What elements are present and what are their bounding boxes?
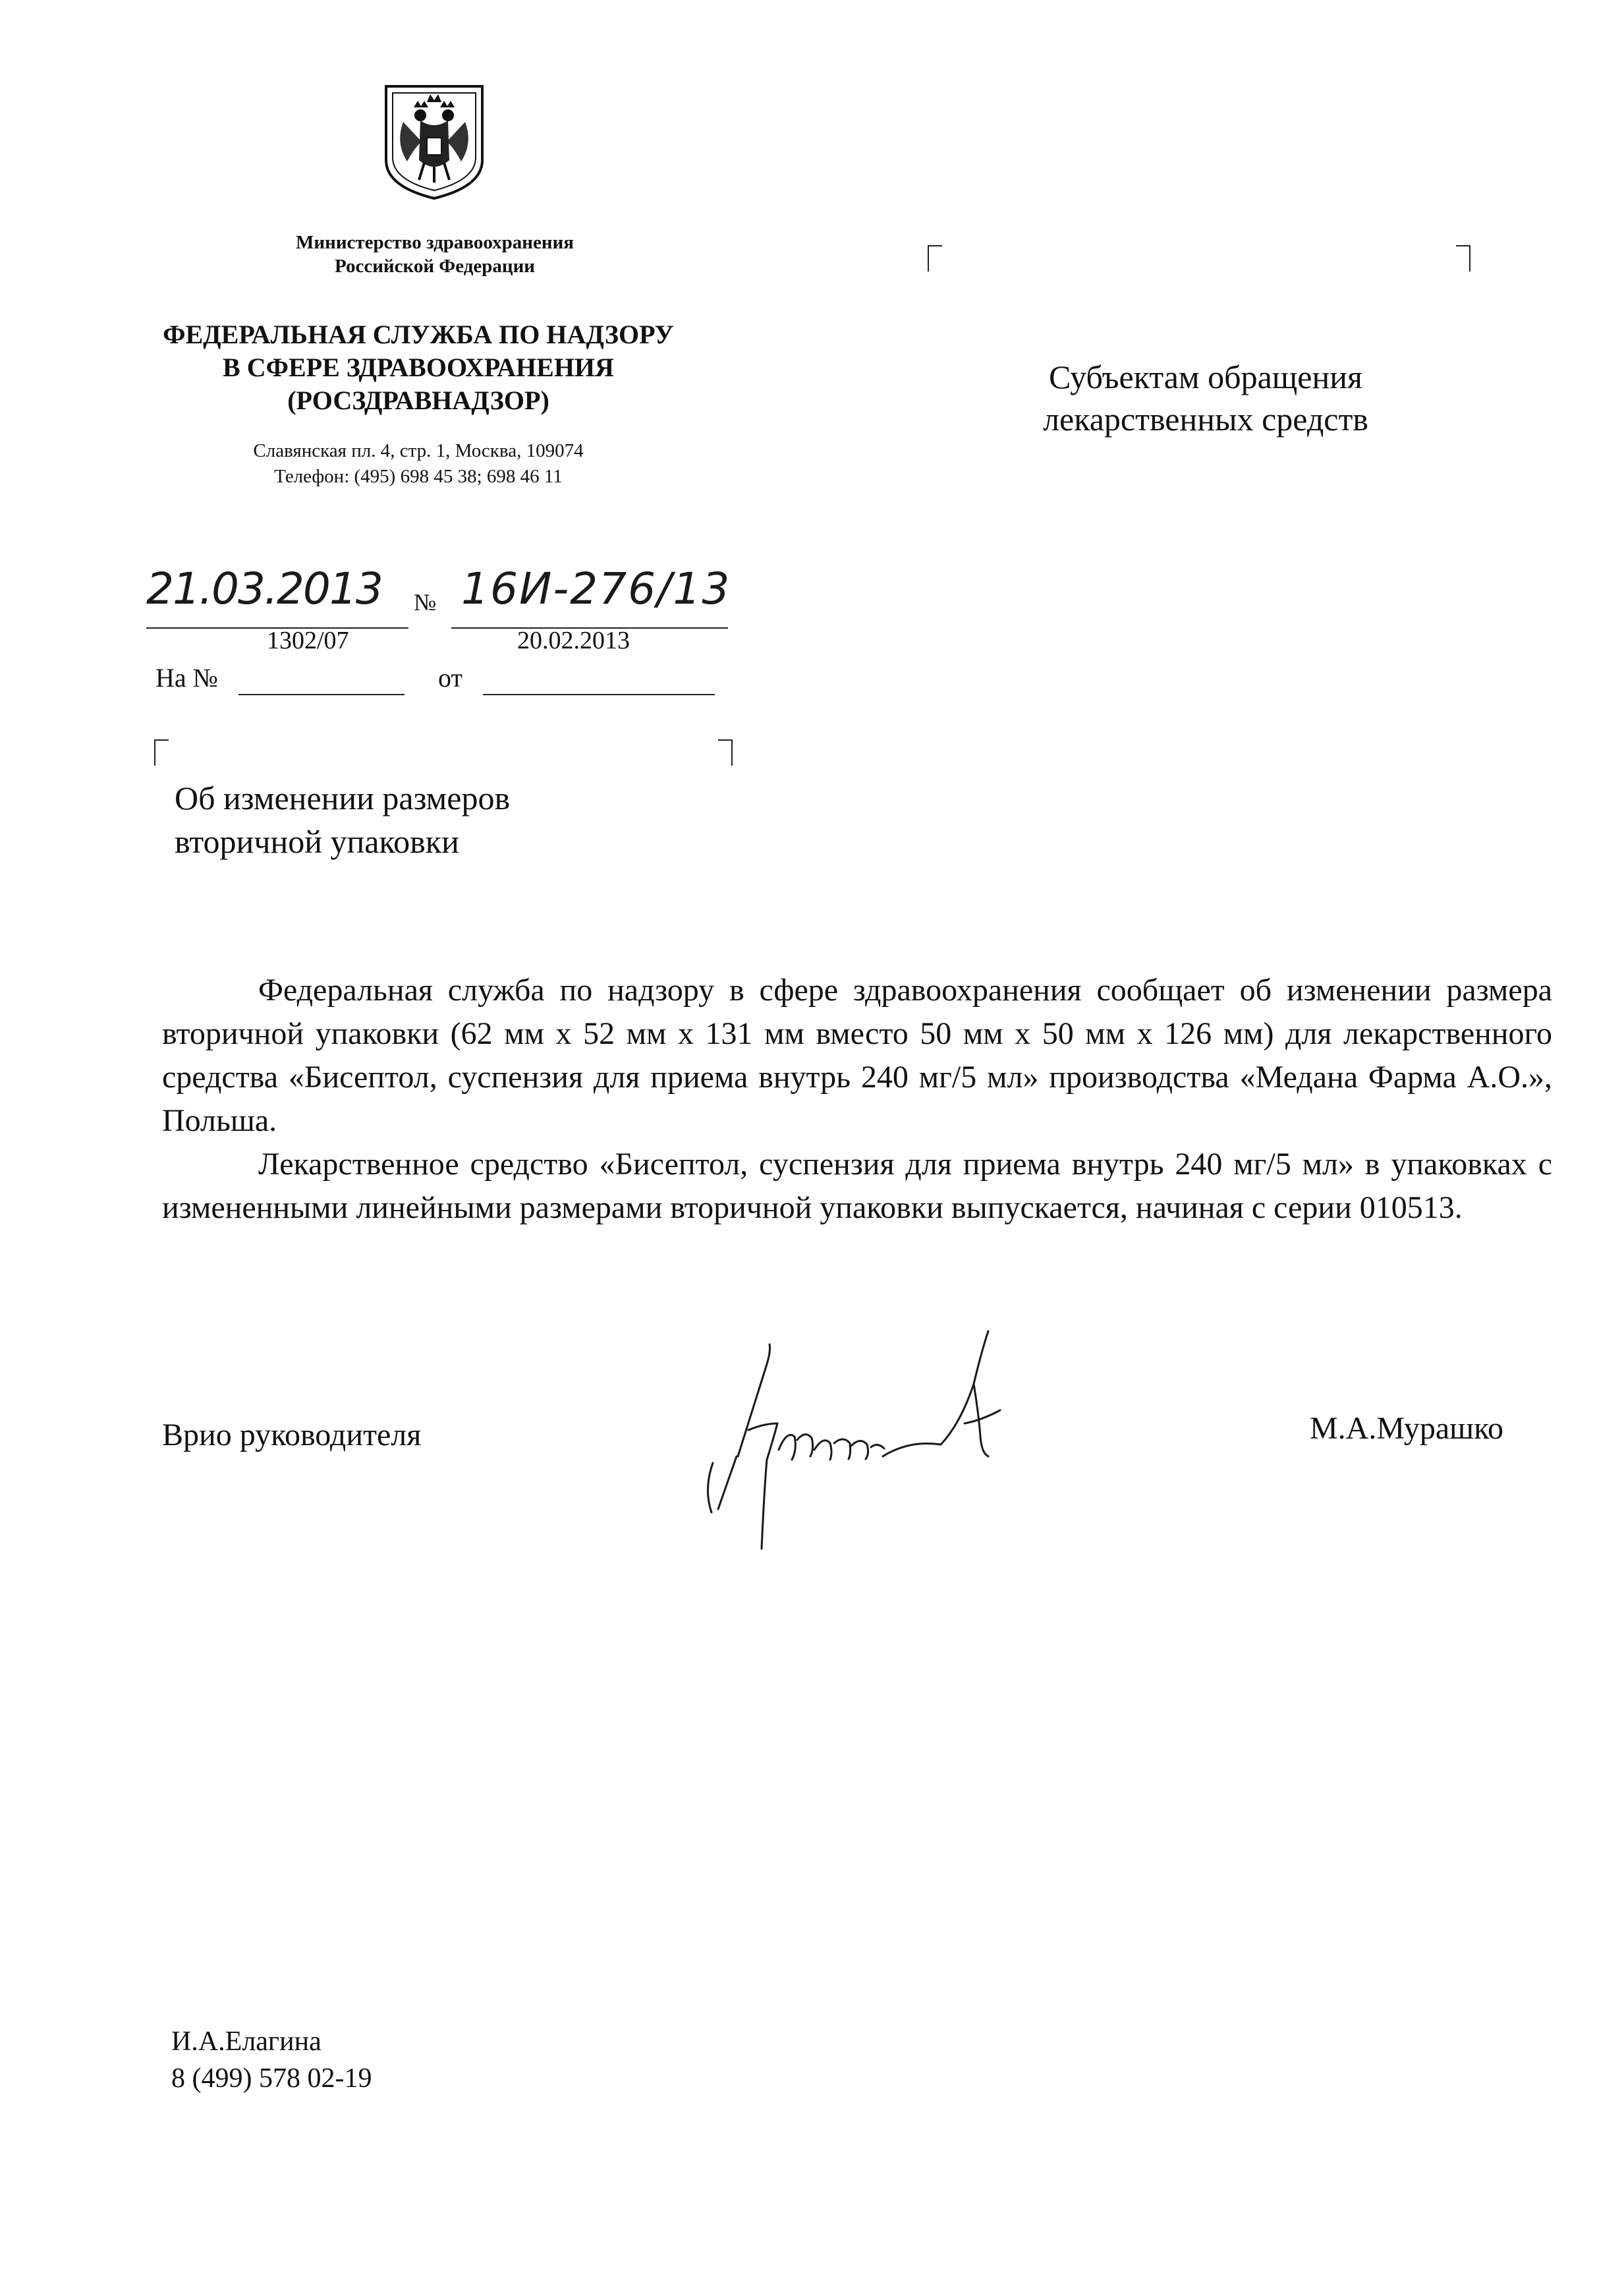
executor-info	[171, 2023, 372, 2097]
reference-number: 1302/07	[267, 627, 349, 654]
handwritten-signature-icon	[698, 1325, 1028, 1555]
subject-corner-left	[154, 739, 169, 766]
registration-number: 16И-276/13	[461, 563, 731, 614]
recipient-line: Субъектам обращения	[1049, 358, 1362, 395]
coat-of-arms-emblem-icon	[381, 82, 488, 202]
signatory-name: М.А.Мурашко	[1310, 1411, 1503, 1446]
body-paragraph: Лекарственное средство «Бисептол, суспензия для приема внутрь 240 мг/5 мл» в упаковках с измененными линейными размерами вторичной упаковки выпускается, начиная с серии 010513.	[162, 1147, 1552, 1225]
ministry-line: Министерство здравоохранения	[296, 232, 574, 253]
service-contacts	[165, 438, 672, 490]
reference-date-underline	[483, 694, 715, 695]
subject-line: вторичной упаковки	[175, 823, 459, 860]
reference-date: 20.02.2013	[517, 627, 630, 654]
letter-body	[162, 969, 1552, 1230]
recipient-corner-right	[1456, 245, 1470, 272]
ministry-line: Российской Федерации	[334, 256, 535, 277]
reference-from-label: от	[438, 663, 462, 693]
recipient-line: лекарственных средств	[1043, 401, 1368, 438]
ministry-name	[198, 231, 672, 278]
service-line: ФЕДЕРАЛЬНАЯ СЛУЖБА ПО НАДЗОРУ	[163, 320, 674, 349]
signatory-position: Врио руководителя	[162, 1417, 422, 1452]
service-name	[86, 318, 751, 417]
reference-number-underline	[238, 694, 405, 695]
recipient	[975, 356, 1436, 440]
service-address: Славянская пл. 4, стр. 1, Москва, 109074	[253, 440, 584, 461]
body-paragraph: Федеральная служба по надзору в сфере здравоохранения сообщает об изменении размера вторичной упаковки (62 мм х 52 мм х 131 мм вместо 50 мм х 50 мм х 126 мм) для лекарственного средства «Бисептол, суспензия для приема внутрь 240 мг/5 мл» производства «Медана Фарма А.О.», Польша.	[162, 973, 1552, 1138]
registration-number-label: №	[414, 589, 437, 615]
service-phone: Телефон: (495) 698 45 38; 698 46 11	[274, 466, 563, 487]
registration-date: 21.03.2013	[146, 563, 382, 614]
subject-corner-right	[718, 739, 733, 766]
letter-subject	[175, 776, 636, 863]
service-line: (РОСЗДРАВНАДЗОР)	[287, 386, 549, 415]
executor-phone: 8 (499) 578 02-19	[171, 2063, 372, 2094]
reference-number-label: На №	[155, 663, 218, 693]
executor-name: И.А.Елагина	[171, 2026, 322, 2057]
subject-line: Об изменении размеров	[175, 780, 511, 816]
service-line: В СФЕРЕ ЗДРАВООХРАНЕНИЯ	[223, 353, 614, 382]
recipient-corner-left	[928, 245, 942, 272]
